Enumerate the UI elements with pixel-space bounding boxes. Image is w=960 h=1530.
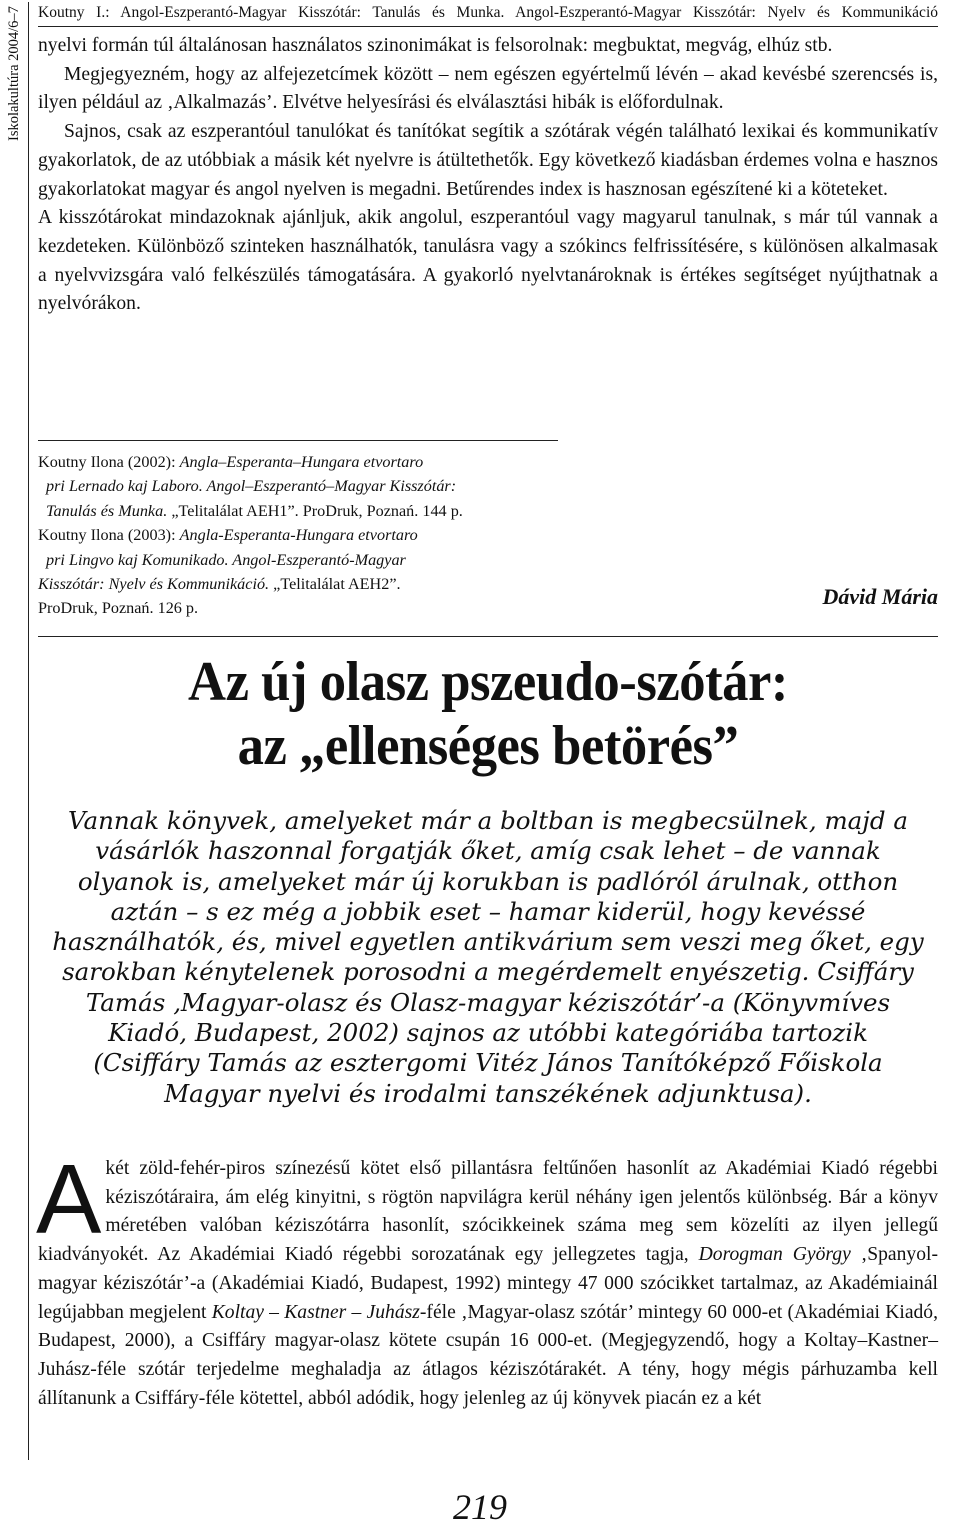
reference-line <box>38 474 598 498</box>
article-headline <box>65 650 911 778</box>
side-rule <box>28 2 29 1460</box>
lead-line: Magyar nyelvi és irodalmi tanszékének adjunktusa). <box>164 1078 812 1108</box>
lead-line: Tamás ‚Magyar-olasz és Olasz-magyar kéziszótár’-a (Könyvmíves <box>85 987 891 1017</box>
review-body <box>38 32 938 319</box>
article-text: két zöld-fehér-piros színezésű kötet első pillantásra feltűnően hasonlít az Akadémiai Kiadó régebbi kéziszótáraira, ám elég kinyitni, s rögtön napvilágra kerül néhány igen jelentős különbség. Bár a könyv méretében valóban kéziszótárra hasonlít, szócikkeinek száma meg sem közelíti az ilyen jellegű kiadványokét. Az Akadémiai Kiadó régebbi sorozatának egy jellegzetes tagja, <box>38 1158 938 1266</box>
reference-title: pri Lingvo kaj Komunikado. Angol-Eszperantó-Magyar <box>46 550 406 569</box>
article-lead <box>40 806 936 1109</box>
reference-title: pri Lernado kaj Laboro. Angol–Eszperantó–Magyar Kisszótár: <box>46 477 457 496</box>
headline-line: Az új olasz pszeudo-szótár: <box>188 651 788 713</box>
reference-line <box>38 523 598 547</box>
body-paragraph: A kisszótárokat mindazoknak ajánljuk, akik angolul, eszperantóul vagy magyarul tanulnak, s már túl vannak a kezdeteken. Különböző szinteken használhatók, tanulásra vagy a szókincs felfrissítésére, s különösen alkalmasak a nyelvvizsgára való felkészülés támogatására. A gyakorló nyelvtanároknak is értékes segítséget nyújthatnak a nyelvórákon. <box>38 207 938 315</box>
lead-line: sarokban kénytelenek porosodni a megérdemelt enyészetig. Csiffáry <box>62 957 914 987</box>
running-head: Koutny I.: Angol-Eszperantó-Magyar Kisszótár: Tanulás és Munka. Angol-Eszperantó-Magyar Kisszótár: Nyelv és Kommunikáció <box>38 2 938 27</box>
references-rule <box>38 440 558 441</box>
body-paragraph: Sajnos, csak az eszperantóul tanulókat és tanítókat segítik a szótárak végén található lexikai és kommunikatív gyakorlatok, de az utóbbiak a másik két nyelvre is átültethetők. Egy következő kiadásban érdemes volna e hasznos gyakorlatokat magyar és angol nyelven is megadni. Betűrendes index is hasznosan egészítené ki a köteteket. <box>38 121 938 200</box>
lead-line: vásárlók haszonnal forgatják őket, amíg csak lehet – de vannak <box>95 836 881 866</box>
reference-title: Angla-Esperanta-Hungara etvortaro <box>179 526 418 545</box>
headline-line: az „ellenséges betörés” <box>237 715 739 777</box>
article-paragraph <box>36 1144 939 1413</box>
reference-title: Tanulás és Munka. <box>46 501 168 520</box>
references <box>38 450 598 621</box>
author-signature: Dávid Mária <box>822 584 938 609</box>
reference-publisher: „Telitalálat AEH1”. ProDruk, Poznań. 144 p. <box>167 501 463 520</box>
article-text: ‚Spanyol-magyar kéziszótár’-a (Akadémiai Kiadó, Budapest, 1992) mintegy 47 000 szócikket tartalmaz, az Akadémiainál legújabban megjelent <box>38 1244 938 1323</box>
reference-publisher: ProDruk, Poznań. 126 p. <box>38 599 199 618</box>
body-paragraph: Megjegyezném, hogy az alfejezetcímek között – nem egészen egyértelmű lévén – akad kevésbé szerencsés is, ilyen például az ‚Alkalmazás’. Elvétve helyesírási és elválasztási hibák is előfordulnak. <box>38 63 938 114</box>
reference-line <box>38 450 598 474</box>
article-body <box>36 1144 939 1413</box>
lead-line: Vannak könyvek, amelyeket már a boltban is megbecsülnek, majd a <box>68 806 908 835</box>
lead-line: olyanok is, amelyeket már új korukban is padlóról árulnak, otthon <box>77 866 899 896</box>
article-italic: Dorogman György <box>698 1244 851 1266</box>
body-paragraph: nyelvi formán túl általánosan használatos szinonimákat is felsorolnak: megbuktat, megvág, elhúz stb. <box>38 35 833 56</box>
drop-cap: A <box>36 1144 102 1254</box>
reference-line <box>38 548 598 572</box>
lead-line: aztán – s ez még a jobbik eset – hamar kiderül, hogy kevéssé <box>110 896 866 926</box>
reference-publisher: „Telitalálat AEH2”. <box>269 575 401 594</box>
lead-line: (Csiffáry Tamás az esztergomi Vitéz János Tanítóképző Főiskola <box>93 1048 883 1078</box>
page-number: 219 <box>453 1487 507 1527</box>
section-rule <box>38 636 938 637</box>
lead-line: Kiadó, Budapest, 2002) sajnos az utóbbi kategóriába tartozik <box>108 1018 868 1048</box>
article-text: -féle ‚Magyar-olasz szótár’ mintegy 60 000-et (Akadémiai Kiadó, Budapest, 2000), a Csiffáry magyar-olasz kötete csupán 16 000-et. (Megjegyzendő, hogy a Koltay–Kastner–Juhász-féle szótár terjedelme meghaladja az átlagos kéziszótárakét. A tény, hogy mégis párhuzamba kell állítanunk a Csiffáry-féle kötettel, abból adódik, hogy jelenleg az új könyvek piacán ez a két <box>38 1301 939 1409</box>
article-italic: Koltay – Kastner – Juhász <box>211 1301 420 1323</box>
lead-line: használhatók, és, mivel egyetlen antikvárium sem veszi meg őket, egy <box>52 927 924 957</box>
reference-title: Angla–Esperanta–Hungara etvortaro <box>179 453 424 471</box>
reference-author: Koutny Ilona (2002): <box>38 453 180 471</box>
reference-line <box>38 572 598 596</box>
reference-line <box>38 596 598 620</box>
reference-title: Kisszótár: Nyelv és Kommunikáció. <box>38 575 270 594</box>
journal-side-label: Iskolakultúra 2004/6–7 <box>6 6 22 141</box>
reference-line <box>38 499 598 523</box>
reference-author: Koutny Ilona (2003): <box>38 526 180 545</box>
